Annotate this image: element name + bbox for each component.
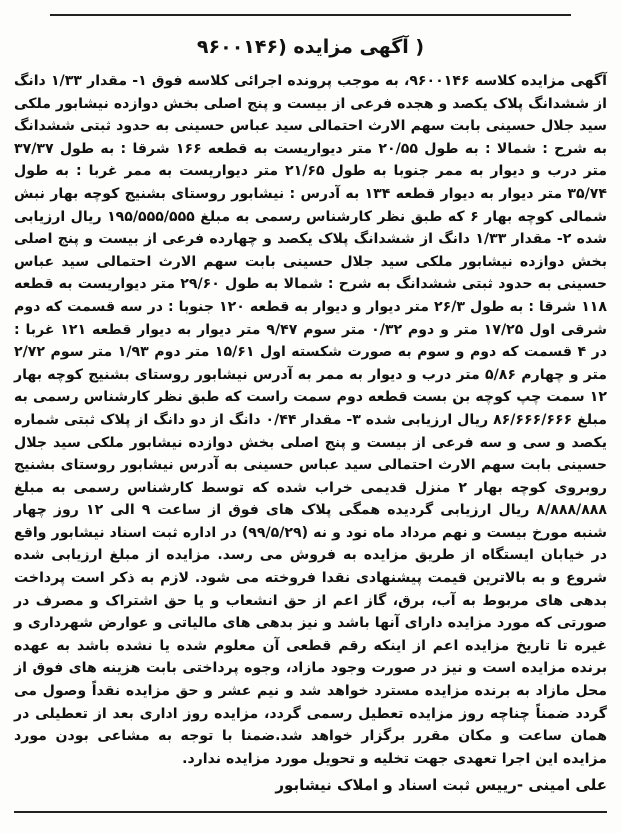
notice-signature: علی امینی -رییس ثبت اسناد و املاک نیشابور (275, 776, 607, 794)
bottom-divider (14, 811, 607, 813)
notice-title: ( آگهی مزایده (۹۶۰۰۱۴۶ (196, 36, 425, 58)
top-divider (50, 14, 571, 16)
notice-body: آگهی مزایده کلاسه ۹۶۰۰۱۴۶، به موجب پرونده اجرائی کلاسه فوق ۱- مقدار ۱/۳۳ دانگ از ششدانگ پلاک یکصد و هجده فرعی از بیست و پنج اصلی بخش دوازده نیشابور ملکی سید جلال حسینی بابت سهم الارث احتمالی سید عباس حسینی به حدود ثبتی ششدانگ به شرح : شمالا : به طول ۲۰/۵۵ متر دیواریست به قطعه ۱۶۶ شرقا : به طول ۳۷/۳۷ متر درب و دیوار به ممر جنوبا به طول ۲۱/۶۵ متر دیواریست به ممر غربا : به طول ۳۵/۷۴ متر دیوار به دیوار قطعه ۱۳۴ به آدرس : نیشابور روستای بشنیج کوچه بهار نبش شمالی کوچه بهار ۶ که طبق نظر کارشناس رسمی به مبلغ ۱۹۵/۵۵۵/۵۵۵ ریال ارزیابی شده ۲- مقدار ۱/۳۳ دانگ از ششدانگ پلاک یکصد و چهارده فرعی از بیست و پنج اصلی بخش دوازده نیشابور ملکی سید جلال حسینی بابت سهم الارث احتمالی سید عباس حسینی به حدود ثبتی ششدانگ به شرح : شمالا به طول ۲۹/۶۰ متر دیواریست به قطعه ۱۱۸ شرقا : به طول ۲۶/۳ متر دیوار و دیوار به قطعه ۱۲۰ جنوبا : در سه قسمت که دوم شرقی اول ۱۷/۲۵ متر و دوم ۰/۳۲ متر سوم ۹/۴۷ متر دیوار به دیوار قطعه ۱۲۱ غربا : در ۴ قسمت که دوم و سوم به صورت شکسته اول ۱۵/۶۱ متر دوم ۱/۹۳ متر سوم ۲/۷۲ متر و چهارم ۵/۸۶ متر درب و دیوار به ممر به آدرس نیشابور روستای بشنیج کوچه بهار ۱۲ سمت چپ کوچه بن بست قطعه دوم سمت راست که طبق نظر کارشناس رسمی به مبلغ ۸۶/۶۶۶/۶۶۶ ریال ارزیابی شده ۳- مقدار ۰/۴۴ دانگ از دو دانگ از پلاک ثبتی شماره یکصد و سی و سه فرعی از بیست و پنج اصلی بخش دوازده نیشابور ملکی سید جلال حسینی بابت سهم الارث احتمالی سید عباس حسینی به آدرس نیشابور روستای بشنیج روبروی کوچه بهار ۲ منزل قدیمی خراب شده که توسط کارشناس رسمی به مبلغ ۸/۸۸۸/۸۸۸ ریال ارزیابی گردیده همگی پلاک های فوق از ساعت ۹ الی ۱۲ روز چهار شنبه مورخ بیست و نهم مرداد ماه نود و نه (۹۹/۵/۲۹) در اداره ثبت اسناد نیشابور واقع در خیابان ایستگاه از طریق مزایده به فروش می رسد. مزایده از مبلغ ارزیابی شده شروع و به بالاترین قیمت پیشنهادی نقدا فروخته می شود. لازم به ذکر است پرداخت بدهی های مربوط به آب، برق، گاز اعم از حق انشعاب و یا حق اشتراک و مصرف در صورتی که مورد مزایده دارای آنها باشد و نیز بدهی های مالیاتی و عوارض شهرداری و غیره تا تاریخ مزایده اعم از اینکه رقم قطعی آن معلوم شده یا نشده باشد به عهده برنده مزایده است و نیز در صورت وجود مازاد، وجوه پرداختی بابت هزینه های فوق از محل مازاد به برنده مزایده مسترد خواهد شد و نیم عشر و حق مزایده نقداً وصول می گردد ضمناً چناچه روز مزایده تعطیل رسمی گردد، مزایده روز اداری بعد از تعطیلی در همان ساعت و مکان مقرر برگزار خواهد شد.ضمنا با توجه به مشاعی بودن مورد مزایده این اجرا تعهدی جهت تخلیه و تحویل مورد مزایده ندارد. (14, 73, 608, 767)
